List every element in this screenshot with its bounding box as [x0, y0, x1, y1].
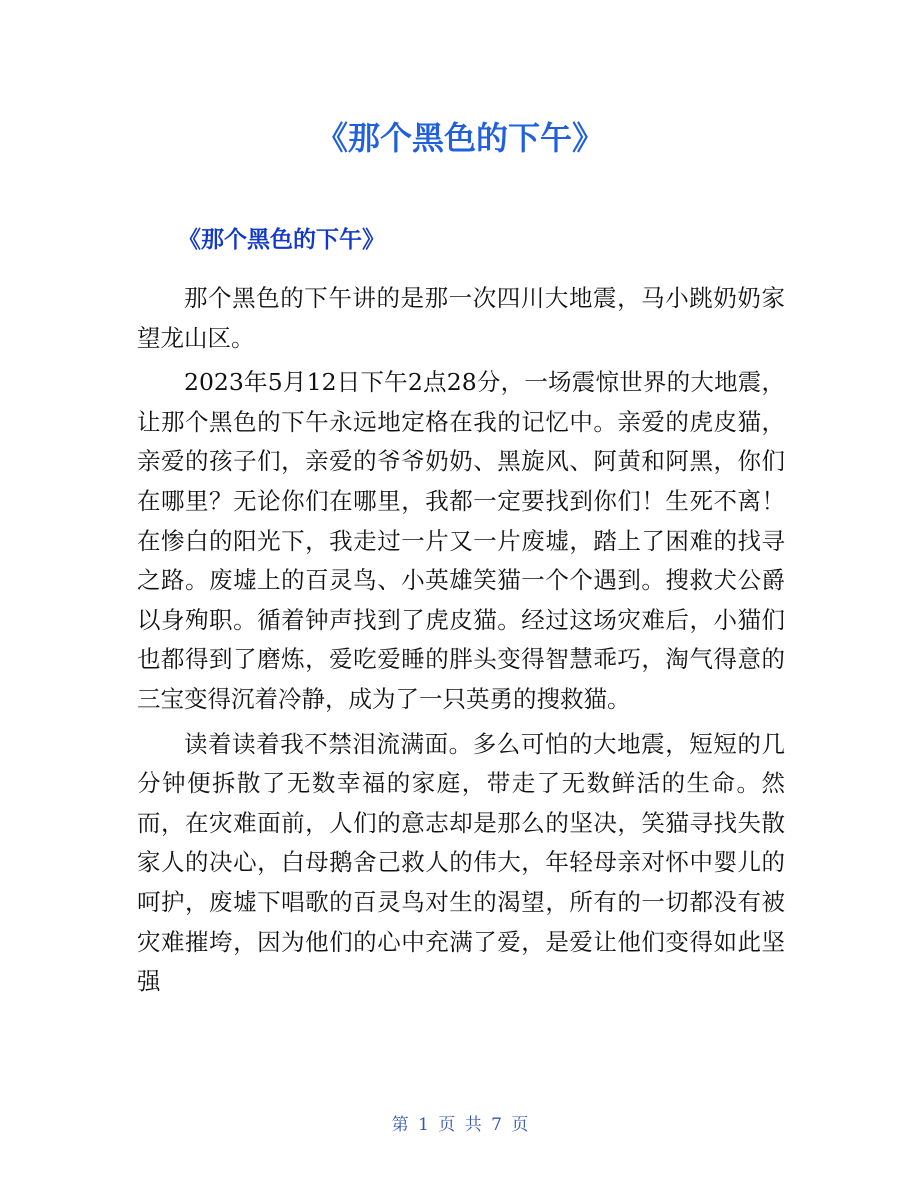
document-title: 《那个黑色的下午》 [315, 119, 604, 157]
section-heading: 《那个黑色的下午》 [178, 227, 385, 253]
paragraph-3: 读着读着我不禁泪流满面。多么可怕的大地震，短短的几分钟便拆散了无数幸福的家庭，带走了无数鲜活的生命。然而，在灾难面前，人们的意志却是那么的坚决，笑猫寻找失散家人的决心，白母鹅舍己救人的伟大，年轻母亲对怀中婴儿的呵护，废墟下唱歌的百灵鸟对生的渴望，所有的一切都没有被灾难摧垮，因为他们的心中充满了爱，是爱让他们变得如此坚强 [137, 729, 785, 996]
paragraph-2: 2023年5月12日下午2点28分，一场震惊世界的大地震，让那个黑色的下午永远地定格在我的记忆中。亲爱的虎皮猫，亲爱的孩子们，亲爱的爷爷奶奶、黑旋风、阿黄和阿黑，你们在哪里？无论你们在哪里，我都一定要找到你们！生死不离！在惨白的阳光下，我走过一片又一片废墟，踏上了困难的找寻之路。废墟上的百灵鸟、小英雄笑猫一个个遇到。搜救犬公爵以身殉职。循着钟声找到了虎皮猫。经过这场灾难后，小猫们也都得到了磨炼，爱吃爱睡的胖头变得智慧乖巧，淘气得意的三宝变得沉着冷静，成为了一只英勇的搜救猫。 [137, 368, 785, 713]
paragraph-1: 那个黑色的下午讲的是那一次四川大地震，马小跳奶奶家望龙山区。 [137, 284, 785, 352]
document-body [137, 279, 785, 1007]
page-footer: 第 1 页 共 7 页 [391, 1115, 529, 1135]
